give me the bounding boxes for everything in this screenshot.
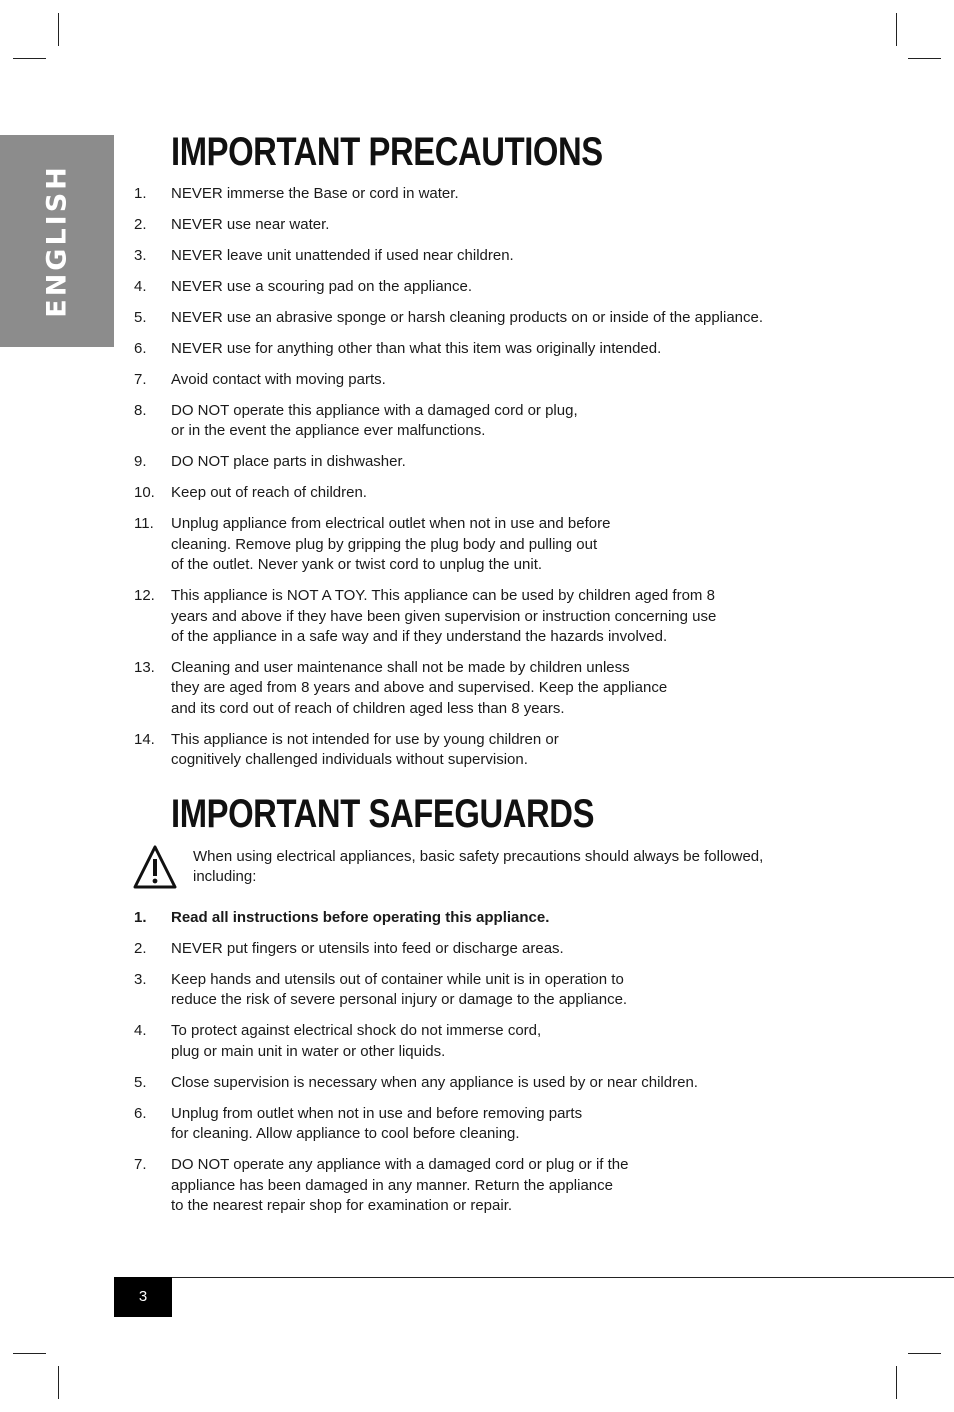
list-item-text: NEVER leave unit unattended if used near children.: [171, 247, 514, 264]
crop-mark: [58, 1366, 59, 1399]
list-item-text: Unplug appliance from electrical outlet when not in use and before cleaning. Remove plug by gripping the plug body and pulling out of the outlet. Never yank or twist cord to unplug the unit.: [171, 515, 611, 574]
list-item: [134, 370, 814, 390]
list-item-number: 5.: [134, 309, 147, 326]
list-item-number: 14.: [134, 730, 155, 748]
list-item: [134, 730, 814, 771]
list-item-text: NEVER use near water.: [171, 216, 330, 233]
list-item-number: 6.: [134, 340, 147, 357]
list-item-number: 1.: [134, 909, 147, 926]
list-item: [134, 908, 814, 928]
list-item: [134, 658, 814, 719]
list-item-text: NEVER immerse the Base or cord in water.: [171, 185, 459, 202]
crop-mark: [58, 13, 59, 46]
list-item-number: 10.: [134, 484, 155, 502]
list-item-text: This appliance is not intended for use by young children or cognitively challenged individuals without supervision.: [171, 730, 559, 769]
list-item-number: 7.: [134, 1156, 147, 1174]
list-item-number: 1.: [134, 185, 147, 202]
list-item-number: 2.: [134, 940, 147, 957]
list-item-text: This appliance is NOT A TOY. This appliance can be used by children aged from 8 years and above if they have been given supervision or instruction concerning use of the appliance in a safe way and if they understand the hazards involved.: [171, 587, 717, 646]
list-item-number: 12.: [134, 587, 155, 605]
list-item: [134, 483, 814, 503]
list-item-text: Cleaning and user maintenance shall not be made by children unless they are aged from 8 years and above and supervised. Keep the appliance and its cord out of reach of children aged less than 8 years.: [171, 659, 668, 717]
crop-mark: [908, 1353, 941, 1354]
list-item-number: 4.: [134, 278, 147, 295]
list-item-text: NEVER use a scouring pad on the appliance.: [171, 278, 473, 295]
safeguards-title: IMPORTANT SAFEGUARDS: [171, 792, 595, 836]
crop-mark: [908, 58, 941, 59]
list-item: [134, 1073, 814, 1093]
list-item-number: 7.: [134, 371, 147, 388]
list-item-number: 3.: [134, 971, 147, 988]
list-item: [134, 586, 814, 647]
list-item-text: To protect against electrical shock do not immerse cord, plug or main unit in water or other liquids.: [171, 1022, 542, 1060]
list-item-number: 8.: [134, 402, 147, 419]
list-item-number: 3.: [134, 247, 147, 264]
warning-notice: [133, 844, 813, 890]
list-item-text: Read all instructions before operating this appliance.: [171, 909, 550, 926]
list-item: [134, 1104, 814, 1145]
language-tab: [0, 135, 114, 347]
list-item: [134, 308, 814, 328]
list-item-text: Unplug from outlet when not in use and before removing parts for cleaning. Allow appliance to cool before cleaning.: [171, 1104, 583, 1143]
list-item-text: Close supervision is necessary when any appliance is used by or near children.: [171, 1073, 698, 1091]
crop-mark: [13, 1353, 46, 1354]
list-item: [134, 1021, 814, 1062]
precautions-title: IMPORTANT PRECAUTIONS: [171, 130, 603, 174]
list-item-text: NEVER put fingers or utensils into feed or discharge areas.: [171, 940, 564, 957]
list-item: [134, 939, 814, 959]
list-item-number: 13.: [134, 659, 155, 677]
list-item-number: 9.: [134, 453, 147, 471]
list-item-number: 4.: [134, 1022, 147, 1040]
crop-mark: [896, 13, 897, 46]
list-item-number: 2.: [134, 216, 147, 233]
list-item: [134, 184, 814, 204]
list-item-text: DO NOT place parts in dishwasher.: [171, 453, 406, 471]
list-item-text: Avoid contact with moving parts.: [171, 371, 386, 388]
list-item-text: NEVER use for anything other than what this item was originally intended.: [171, 340, 662, 357]
list-item-text: DO NOT operate any appliance with a damaged cord or plug or if the appliance has been damaged in any manner. Return the appliance to the nearest repair shop for examination or repair.: [171, 1156, 629, 1215]
list-item: [134, 339, 814, 359]
list-item: [134, 452, 814, 472]
precautions-list: [134, 184, 814, 781]
list-item-number: 6.: [134, 1104, 147, 1122]
list-item-text: DO NOT operate this appliance with a damaged cord or plug, or in the event the appliance ever malfunctions.: [171, 402, 578, 440]
list-item: [134, 401, 814, 442]
list-item: [134, 277, 814, 297]
list-item: [134, 246, 814, 266]
warning-intro-text: When using electrical appliances, basic safety precautions should always be followed, including:: [193, 848, 764, 886]
page-number: 3: [114, 1277, 172, 1317]
list-item: [134, 215, 814, 235]
list-item: [134, 514, 814, 575]
list-item-text: Keep hands and utensils out of container while unit is in operation to reduce the risk of severe personal injury or damage to the appliance.: [171, 971, 628, 1009]
language-tab-label: ENGLISH: [41, 164, 73, 318]
list-item-text: Keep out of reach of children.: [171, 484, 367, 502]
list-item-text: NEVER use an abrasive sponge or harsh cleaning products on or inside of the appliance.: [171, 309, 764, 326]
list-item-number: 11.: [134, 515, 154, 533]
safeguards-list: [134, 908, 814, 1227]
list-item: [134, 1155, 814, 1216]
crop-mark: [896, 1366, 897, 1399]
warning-triangle-icon: [133, 844, 177, 890]
crop-mark: [13, 58, 46, 59]
list-item: [134, 970, 814, 1011]
list-item-number: 5.: [134, 1073, 147, 1091]
footer-rule: [114, 1277, 954, 1278]
